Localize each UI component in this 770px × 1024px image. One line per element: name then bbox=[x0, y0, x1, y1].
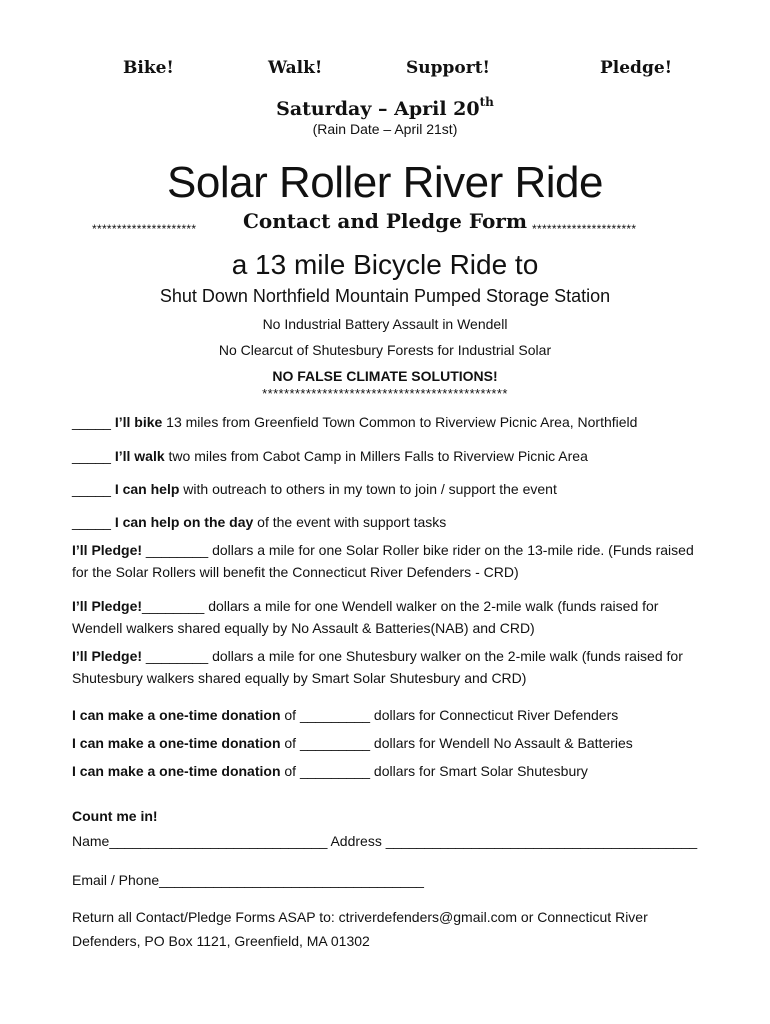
option-help-outreach[interactable] bbox=[72, 481, 557, 497]
stars-divider-left: ********************* bbox=[92, 222, 197, 236]
donation-label: I can make a one-time donation bbox=[72, 707, 281, 723]
slogan-bike: Bike! bbox=[123, 58, 174, 78]
page-title: Solar Roller River Ride bbox=[167, 158, 603, 207]
option-label: I’ll walk bbox=[114, 448, 165, 464]
option-walk[interactable] bbox=[72, 448, 588, 464]
option-blank: _____ bbox=[72, 514, 115, 530]
donation-nab[interactable] bbox=[72, 735, 633, 751]
point-climate: NO FALSE CLIMATE SOLUTIONS! bbox=[272, 368, 498, 384]
option-blank: _____ bbox=[72, 448, 115, 464]
option-help-day[interactable] bbox=[72, 514, 446, 530]
event-date-suffix: th bbox=[479, 95, 494, 109]
pledge-label: I’ll Pledge! bbox=[72, 648, 143, 664]
return-instructions: Return all Contact/Pledge Forms ASAP to: ctriverdefenders@gmail.com or Connecticut River Defenders, PO Box 1121, Greenfield, MA 01302 bbox=[72, 909, 648, 949]
donation-text: of _________ dollars for Smart Solar Shutesbury bbox=[280, 763, 588, 779]
point-shutesbury: No Clearcut of Shutesbury Forests for Industrial Solar bbox=[218, 342, 552, 358]
slogan-walk: Walk! bbox=[268, 58, 323, 78]
pledge-solar-roller[interactable] bbox=[72, 539, 712, 583]
rain-date: (Rain Date – April 21st) bbox=[312, 121, 458, 137]
event-date-text: Saturday – April 20 bbox=[276, 98, 480, 120]
option-label: I’ll bike bbox=[114, 414, 163, 430]
pledge-label: I’ll Pledge! bbox=[72, 598, 143, 614]
email-phone-field[interactable]: Email / Phone__________________________________ bbox=[72, 872, 424, 888]
stars-divider: ********************************************* bbox=[262, 386, 508, 401]
count-me-in-heading: Count me in! bbox=[72, 808, 158, 824]
pledge-shutesbury-walker[interactable] bbox=[72, 645, 712, 689]
pledge-text: ________ dollars a mile for one Shutesbury walker on the 2-mile walk (funds raised for Shutesbury walkers shared equally by Smart Solar Shutesbury and CRD) bbox=[72, 648, 683, 686]
name-address-field[interactable]: Name____________________________ Address ________________________________________ bbox=[72, 833, 698, 849]
form-title: Contact and Pledge Form bbox=[243, 209, 527, 233]
donation-label: I can make a one-time donation bbox=[72, 763, 281, 779]
donation-text: of _________ dollars for Connecticut River Defenders bbox=[280, 707, 619, 723]
option-bike[interactable] bbox=[72, 414, 637, 430]
point-wendell: No Industrial Battery Assault in Wendell bbox=[262, 316, 508, 332]
option-text: 13 miles from Greenfield Town Common to Riverview Picnic Area, Northfield bbox=[162, 414, 638, 430]
ride-subtitle: a 13 mile Bicycle Ride to bbox=[231, 249, 539, 280]
option-text: with outreach to others in my town to join / support the event bbox=[179, 481, 557, 497]
slogan-pledge: Pledge! bbox=[600, 58, 673, 78]
option-text: of the event with support tasks bbox=[253, 514, 447, 530]
option-blank: _____ bbox=[72, 481, 115, 497]
option-text: two miles from Cabot Camp in Millers Falls to Riverview Picnic Area bbox=[164, 448, 588, 464]
slogan-support: Support! bbox=[406, 58, 491, 78]
option-label: I can help on the day bbox=[114, 514, 254, 530]
stars-divider-right: ********************* bbox=[532, 222, 637, 236]
pledge-text: ________ dollars a mile for one Solar Roller bike rider on the 13-mile ride. (Funds raised for the Solar Rollers will benefit the Connecticut River Defenders - CRD) bbox=[72, 542, 694, 580]
donation-text: of _________ dollars for Wendell No Assault & Batteries bbox=[280, 735, 633, 751]
event-date bbox=[0, 95, 770, 120]
pledge-text: ________ dollars a mile for one Wendell walker on the 2-mile walk (funds raised for Wendell walkers shared equally by No Assault & Batteries(NAB) and CRD) bbox=[72, 598, 659, 636]
pledge-wendell-walker[interactable] bbox=[72, 595, 712, 639]
donation-label: I can make a one-time donation bbox=[72, 735, 281, 751]
donation-smart-solar[interactable] bbox=[72, 763, 588, 779]
point-northfield: Shut Down Northfield Mountain Pumped Storage Station bbox=[159, 286, 611, 306]
donation-crd[interactable] bbox=[72, 707, 618, 723]
option-blank: _____ bbox=[72, 414, 115, 430]
option-label: I can help bbox=[114, 481, 180, 497]
pledge-label: I’ll Pledge! bbox=[72, 542, 143, 558]
